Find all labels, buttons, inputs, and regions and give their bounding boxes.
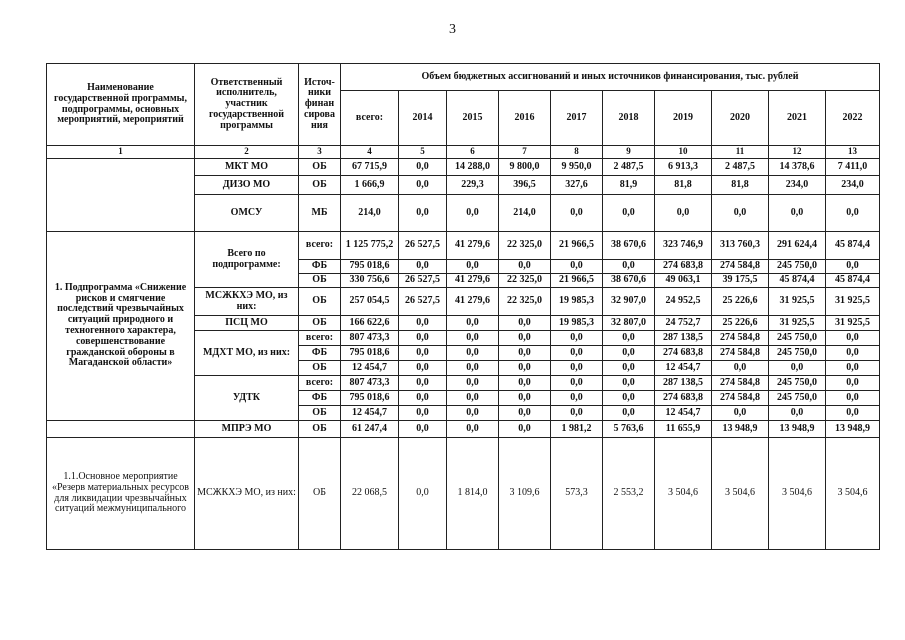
value-total: 807 473,3 — [341, 376, 399, 391]
value-year: 31 925,5 — [769, 316, 826, 331]
value-year: 0,0 — [551, 391, 603, 406]
source-cell: всего: — [299, 376, 341, 391]
value-year: 26 527,5 — [399, 288, 447, 316]
source-cell: ФБ — [299, 391, 341, 406]
value-year: 7 411,0 — [826, 159, 880, 176]
value-year: 13 948,9 — [712, 421, 769, 438]
value-year: 0,0 — [712, 406, 769, 421]
value-year: 1 981,2 — [551, 421, 603, 438]
value-year: 0,0 — [399, 195, 447, 232]
value-year: 24 952,5 — [655, 288, 712, 316]
value-year: 0,0 — [499, 260, 551, 274]
value-year: 274 683,8 — [655, 391, 712, 406]
value-year: 274 584,8 — [712, 346, 769, 361]
value-year: 24 752,7 — [655, 316, 712, 331]
value-year: 274 584,8 — [712, 376, 769, 391]
header-year: 2018 — [603, 91, 655, 146]
value-year: 81,9 — [603, 176, 655, 195]
value-year: 14 378,6 — [769, 159, 826, 176]
value-year: 0,0 — [399, 391, 447, 406]
header-year: 2020 — [712, 91, 769, 146]
header-year: 2015 — [447, 91, 499, 146]
value-year: 14 288,0 — [447, 159, 499, 176]
subprogram-name: 1. Подпрограмма «Снижение рисков и смягчение последствий чрезвычайных ситуаций природного и техногенного характера, совершенствование гражданской обороны в Магаданской области» — [47, 232, 195, 421]
executor-cell: ПСЦ МО — [195, 316, 299, 331]
value-year: 274 584,8 — [712, 331, 769, 346]
value-year: 0,0 — [447, 421, 499, 438]
executor-cell: МКТ МО — [195, 159, 299, 176]
value-year: 6 913,3 — [655, 159, 712, 176]
header-year: 2017 — [551, 91, 603, 146]
value-year: 0,0 — [712, 361, 769, 376]
value-year: 5 763,6 — [603, 421, 655, 438]
source-cell: ОБ — [299, 438, 341, 550]
column-index: 9 — [603, 146, 655, 159]
value-year: 214,0 — [499, 195, 551, 232]
value-year: 0,0 — [399, 159, 447, 176]
value-year: 274 584,8 — [712, 260, 769, 274]
value-year: 22 325,0 — [499, 232, 551, 260]
value-year: 22 325,0 — [499, 288, 551, 316]
value-total: 67 715,9 — [341, 159, 399, 176]
value-year: 0,0 — [603, 346, 655, 361]
source-cell: ОБ — [299, 288, 341, 316]
value-year: 2 553,2 — [603, 438, 655, 550]
value-year: 0,0 — [551, 406, 603, 421]
value-year: 245 750,0 — [769, 376, 826, 391]
value-year: 0,0 — [399, 361, 447, 376]
value-year: 234,0 — [826, 176, 880, 195]
measure-name: 1.1.Основное мероприятие «Резерв материальных ресурсов для ликвидации чрезвычайных ситуаций межмуниципального — [47, 438, 195, 550]
value-year: 21 966,5 — [551, 232, 603, 260]
column-index: 13 — [826, 146, 880, 159]
value-year: 229,3 — [447, 176, 499, 195]
table-row — [47, 159, 880, 176]
value-year: 3 504,6 — [655, 438, 712, 550]
value-year: 274 683,8 — [655, 346, 712, 361]
value-year: 39 175,5 — [712, 274, 769, 288]
header-executor-column: Ответственный исполнитель, участник государственной программы — [195, 64, 299, 146]
value-year: 0,0 — [603, 391, 655, 406]
header-year: 2014 — [399, 91, 447, 146]
value-year: 313 760,3 — [712, 232, 769, 260]
value-total: 22 068,5 — [341, 438, 399, 550]
value-year: 41 279,6 — [447, 232, 499, 260]
value-total: 12 454,7 — [341, 406, 399, 421]
page-number: 3 — [449, 22, 456, 37]
value-year: 13 948,9 — [826, 421, 880, 438]
executor-cell: МСЖКХЭ МО, из них: — [195, 438, 299, 550]
value-year: 0,0 — [603, 361, 655, 376]
column-index: 4 — [341, 146, 399, 159]
value-year: 38 670,6 — [603, 274, 655, 288]
value-year: 287 138,5 — [655, 331, 712, 346]
value-year: 0,0 — [499, 421, 551, 438]
value-year: 245 750,0 — [769, 391, 826, 406]
budget-table — [46, 63, 880, 550]
value-year: 287 138,5 — [655, 376, 712, 391]
value-year: 0,0 — [447, 195, 499, 232]
source-cell: ОБ — [299, 361, 341, 376]
value-year: 41 279,6 — [447, 274, 499, 288]
value-year: 0,0 — [712, 195, 769, 232]
value-year: 19 985,3 — [551, 288, 603, 316]
value-year: 573,3 — [551, 438, 603, 550]
executor-cell: УДТК — [195, 376, 299, 421]
column-index: 6 — [447, 146, 499, 159]
value-year: 0,0 — [447, 260, 499, 274]
value-total: 795 018,6 — [341, 391, 399, 406]
column-index: 12 — [769, 146, 826, 159]
column-index: 11 — [712, 146, 769, 159]
value-year: 234,0 — [769, 176, 826, 195]
value-year: 0,0 — [551, 376, 603, 391]
value-year: 0,0 — [399, 346, 447, 361]
value-year: 25 226,6 — [712, 316, 769, 331]
value-year: 22 325,0 — [499, 274, 551, 288]
value-year: 0,0 — [399, 421, 447, 438]
value-year: 245 750,0 — [769, 331, 826, 346]
value-year: 0,0 — [769, 406, 826, 421]
value-year: 0,0 — [499, 361, 551, 376]
header-year: 2016 — [499, 91, 551, 146]
value-year: 0,0 — [551, 346, 603, 361]
value-year: 0,0 — [769, 195, 826, 232]
value-total: 1 666,9 — [341, 176, 399, 195]
source-cell: МБ — [299, 195, 341, 232]
value-year: 0,0 — [499, 391, 551, 406]
value-year: 26 527,5 — [399, 232, 447, 260]
value-year: 3 504,6 — [826, 438, 880, 550]
value-year: 0,0 — [447, 391, 499, 406]
value-year: 0,0 — [447, 406, 499, 421]
value-year: 12 454,7 — [655, 406, 712, 421]
value-total: 214,0 — [341, 195, 399, 232]
value-year: 3 504,6 — [712, 438, 769, 550]
value-year: 13 948,9 — [769, 421, 826, 438]
value-total: 257 054,5 — [341, 288, 399, 316]
value-year: 0,0 — [551, 331, 603, 346]
value-total: 1 125 775,2 — [341, 232, 399, 260]
value-year: 0,0 — [499, 406, 551, 421]
header-name-column: Наименование государственной программы, подпрограммы, основных мероприятий, мероприятий — [47, 64, 195, 146]
value-year: 0,0 — [447, 316, 499, 331]
header-year: 2021 — [769, 91, 826, 146]
value-total: 12 454,7 — [341, 361, 399, 376]
header-year: 2019 — [655, 91, 712, 146]
value-year: 25 226,6 — [712, 288, 769, 316]
value-year: 0,0 — [826, 376, 880, 391]
executor-cell: Всего по подпрограмме: — [195, 232, 299, 288]
value-year: 0,0 — [447, 376, 499, 391]
value-year: 0,0 — [399, 316, 447, 331]
value-year: 81,8 — [712, 176, 769, 195]
column-index: 1 — [47, 146, 195, 159]
value-year: 2 487,5 — [712, 159, 769, 176]
name-cell-empty — [47, 421, 195, 438]
source-cell: ФБ — [299, 346, 341, 361]
column-index: 7 — [499, 146, 551, 159]
executor-cell: МСЖКХЭ МО, из них: — [195, 288, 299, 316]
value-year: 0,0 — [447, 361, 499, 376]
value-year: 31 925,5 — [826, 316, 880, 331]
value-year: 0,0 — [551, 195, 603, 232]
value-year: 0,0 — [603, 406, 655, 421]
column-index: 3 — [299, 146, 341, 159]
value-year: 245 750,0 — [769, 346, 826, 361]
value-year: 2 487,5 — [603, 159, 655, 176]
value-total: 330 756,6 — [341, 274, 399, 288]
executor-cell: ДИЗО МО — [195, 176, 299, 195]
value-total: 61 247,4 — [341, 421, 399, 438]
value-year: 9 800,0 — [499, 159, 551, 176]
value-year: 45 874,4 — [769, 274, 826, 288]
value-year: 0,0 — [603, 331, 655, 346]
value-year: 32 807,0 — [603, 316, 655, 331]
value-year: 0,0 — [499, 316, 551, 331]
column-index: 10 — [655, 146, 712, 159]
source-cell: ОБ — [299, 176, 341, 195]
value-year: 41 279,6 — [447, 288, 499, 316]
value-year: 0,0 — [826, 346, 880, 361]
value-year: 3 504,6 — [769, 438, 826, 550]
value-year: 26 527,5 — [399, 274, 447, 288]
executor-cell: ОМСУ — [195, 195, 299, 232]
value-total: 807 473,3 — [341, 331, 399, 346]
value-year: 0,0 — [499, 346, 551, 361]
value-year: 0,0 — [551, 260, 603, 274]
value-total: 795 018,6 — [341, 346, 399, 361]
source-cell: ОБ — [299, 316, 341, 331]
value-year: 81,8 — [655, 176, 712, 195]
value-year: 0,0 — [499, 376, 551, 391]
value-year: 0,0 — [826, 361, 880, 376]
table-row — [47, 438, 880, 550]
source-cell: ОБ — [299, 406, 341, 421]
value-year: 0,0 — [769, 361, 826, 376]
column-index: 8 — [551, 146, 603, 159]
value-year: 0,0 — [826, 406, 880, 421]
header-year: 2022 — [826, 91, 880, 146]
header-volume-title: Объем бюджетных ассигнований и иных источников финансирования, тыс. рублей — [341, 64, 880, 91]
table-row — [47, 421, 880, 438]
value-year: 45 874,4 — [826, 274, 880, 288]
source-cell: ОБ — [299, 274, 341, 288]
value-year: 0,0 — [399, 260, 447, 274]
value-year: 21 966,5 — [551, 274, 603, 288]
header-total: всего: — [341, 91, 399, 146]
value-year: 0,0 — [399, 331, 447, 346]
source-cell: ФБ — [299, 260, 341, 274]
value-year: 0,0 — [655, 195, 712, 232]
source-cell: всего: — [299, 331, 341, 346]
executor-cell: МДХТ МО, из них: — [195, 331, 299, 376]
value-year: 45 874,4 — [826, 232, 880, 260]
value-year: 274 683,8 — [655, 260, 712, 274]
value-year: 19 985,3 — [551, 316, 603, 331]
table-row — [47, 232, 880, 260]
column-index: 2 — [195, 146, 299, 159]
value-year: 0,0 — [399, 376, 447, 391]
value-year: 323 746,9 — [655, 232, 712, 260]
value-year: 32 907,0 — [603, 288, 655, 316]
name-cell-empty — [47, 159, 195, 232]
value-year: 0,0 — [551, 361, 603, 376]
value-year: 0,0 — [826, 391, 880, 406]
value-year: 0,0 — [499, 331, 551, 346]
value-year: 9 950,0 — [551, 159, 603, 176]
executor-cell: МПРЭ МО — [195, 421, 299, 438]
value-year: 0,0 — [603, 260, 655, 274]
value-year: 0,0 — [603, 195, 655, 232]
value-year: 11 655,9 — [655, 421, 712, 438]
value-year: 1 814,0 — [447, 438, 499, 550]
value-year: 291 624,4 — [769, 232, 826, 260]
value-year: 0,0 — [826, 331, 880, 346]
value-year: 0,0 — [447, 331, 499, 346]
value-year: 245 750,0 — [769, 260, 826, 274]
value-total: 795 018,6 — [341, 260, 399, 274]
value-year: 0,0 — [399, 176, 447, 195]
value-year: 274 584,8 — [712, 391, 769, 406]
value-year: 0,0 — [826, 195, 880, 232]
value-year: 49 063,1 — [655, 274, 712, 288]
value-year: 12 454,7 — [655, 361, 712, 376]
value-year: 0,0 — [826, 260, 880, 274]
source-cell: ОБ — [299, 421, 341, 438]
source-cell: всего: — [299, 232, 341, 260]
value-total: 166 622,6 — [341, 316, 399, 331]
value-year: 0,0 — [399, 438, 447, 550]
value-year: 396,5 — [499, 176, 551, 195]
value-year: 0,0 — [603, 376, 655, 391]
source-cell: ОБ — [299, 159, 341, 176]
value-year: 38 670,6 — [603, 232, 655, 260]
column-index: 5 — [399, 146, 447, 159]
value-year: 0,0 — [399, 406, 447, 421]
value-year: 3 109,6 — [499, 438, 551, 550]
value-year: 0,0 — [447, 346, 499, 361]
value-year: 327,6 — [551, 176, 603, 195]
value-year: 31 925,5 — [826, 288, 880, 316]
header-source-column: Источ-ники финан сирова ния — [299, 64, 341, 146]
value-year: 31 925,5 — [769, 288, 826, 316]
